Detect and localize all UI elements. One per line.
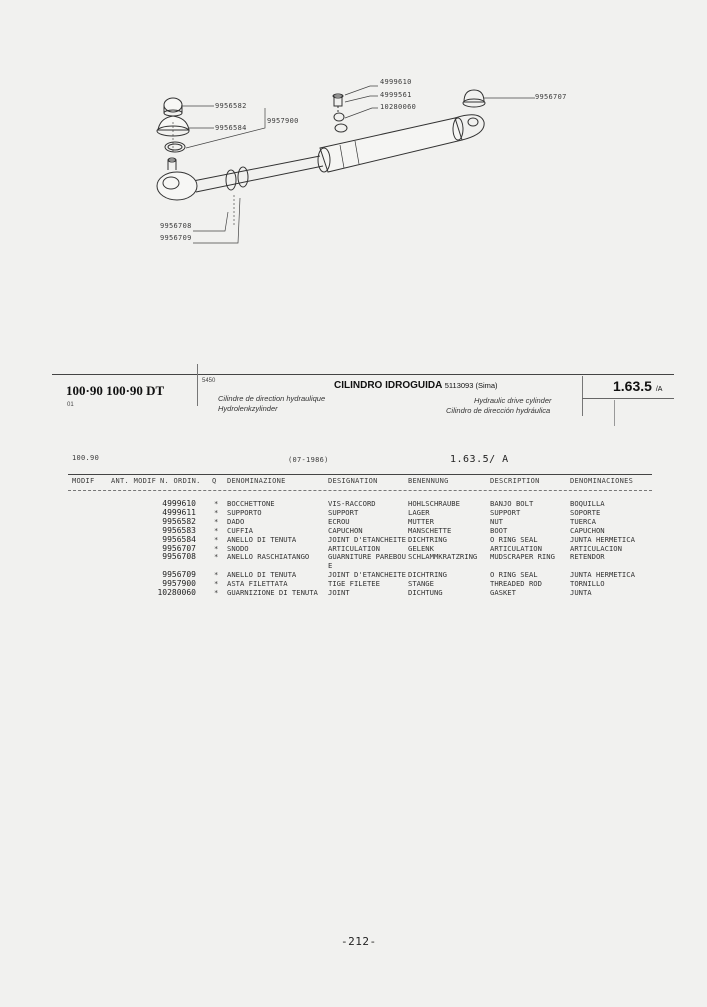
spanish-cell: ARTICULACION bbox=[570, 543, 622, 553]
french-cell: CAPUCHON bbox=[328, 525, 363, 535]
italian-cell: DADO bbox=[227, 516, 245, 526]
col-header-designation: DESIGNATION bbox=[328, 477, 378, 485]
callout-9956708: 9956708 bbox=[160, 222, 192, 230]
french-cell: JOINT bbox=[328, 588, 350, 598]
callout-10280060: 10280060 bbox=[380, 103, 417, 111]
part-number: 9956708 bbox=[162, 552, 196, 562]
models-subtitle: 01 bbox=[67, 402, 74, 408]
french-cell: VIS-RACCORD bbox=[328, 499, 376, 508]
german-cell: STANGE bbox=[408, 579, 434, 589]
section-title-text: CILINDRO IDROGUIDA bbox=[334, 380, 442, 391]
qty-cell: * bbox=[214, 552, 219, 562]
french-cell: ARTICULATION bbox=[328, 543, 380, 553]
french-cell: ECROU bbox=[328, 516, 350, 526]
part-number: 9956707 bbox=[162, 543, 196, 553]
spanish-cell: JUNTA HERMETICA bbox=[570, 570, 635, 580]
part-number: 4999611 bbox=[162, 507, 196, 517]
subtitle-es: Cilindro de dirección hydráulica bbox=[446, 406, 551, 415]
table-header-top-rule bbox=[68, 474, 652, 475]
qty-cell: * bbox=[214, 534, 219, 544]
list-page-ref: 1.63.5/ A bbox=[450, 454, 509, 465]
spanish-cell: CAPUCHON bbox=[570, 525, 605, 535]
part-number: 10280060 bbox=[157, 588, 196, 598]
spanish-cell: JUNTA HERMETICA bbox=[570, 534, 635, 544]
page-code-suffix: /A bbox=[655, 386, 663, 393]
title-block-top-rule bbox=[52, 374, 674, 375]
german-cell: MANSCHETTE bbox=[408, 525, 452, 535]
english-cell: BANJO BOLT bbox=[490, 499, 534, 508]
french-cell: JOINT D'ETANCHEITE bbox=[328, 570, 406, 580]
english-cell: ARTICULATION bbox=[490, 543, 542, 553]
spanish-cell: JUNTA bbox=[570, 588, 592, 598]
group-code: 5450 bbox=[202, 378, 216, 384]
french-cell: GUARNITURE PAREBOU bbox=[328, 552, 406, 562]
table-header-bottom-rule bbox=[68, 490, 652, 491]
qty-cell: * bbox=[214, 579, 219, 589]
qty-cell: * bbox=[214, 507, 219, 517]
section-title bbox=[334, 380, 498, 391]
subtitle-en: Hydraulic drive cylinder bbox=[474, 396, 552, 405]
col-header-denominaciones: DENOMINACIONES bbox=[570, 477, 634, 485]
italian-cell: BOCCHETTONE bbox=[227, 499, 275, 508]
col-header-benennung: BENENNUNG bbox=[408, 477, 449, 485]
column-french bbox=[328, 500, 406, 598]
col-header-n-ordin: N. ORDIN. bbox=[160, 477, 201, 485]
page-number: -212- bbox=[341, 935, 377, 948]
english-cell: O RING SEAL bbox=[490, 570, 538, 580]
english-cell: THREADED ROD bbox=[490, 579, 542, 589]
col-header-ant-modif: ANT. MODIF bbox=[111, 477, 157, 485]
qty-cell: * bbox=[214, 543, 219, 553]
qty-cell: * bbox=[214, 525, 219, 535]
italian-cell: ANELLO RASCHIATANGO bbox=[227, 552, 310, 562]
french-cell: JOINT D'ETANCHEITE bbox=[328, 534, 406, 544]
column-german bbox=[408, 500, 477, 598]
column-qty bbox=[214, 500, 218, 598]
qty-cell: * bbox=[214, 499, 219, 508]
qty-cell: * bbox=[214, 516, 219, 526]
italian-cell: GUARNIZIONE DI TENUTA bbox=[227, 588, 318, 598]
spanish-cell: TORNILLO bbox=[570, 579, 605, 589]
callout-9956709: 9956709 bbox=[160, 234, 192, 242]
callout-4999561: 4999561 bbox=[380, 91, 412, 99]
german-cell: DICHTUNG bbox=[408, 588, 443, 598]
french-cell: TIGE FILETEE bbox=[328, 579, 380, 589]
german-cell: MUTTER bbox=[408, 516, 434, 526]
french-cell: E bbox=[328, 561, 333, 571]
italian-cell: ASTA FILETTATA bbox=[227, 579, 288, 589]
english-cell: O RING SEAL bbox=[490, 534, 538, 544]
spanish-cell: RETENDOR bbox=[570, 552, 605, 562]
german-cell: DICHTRING bbox=[408, 534, 447, 544]
part-number: 9956584 bbox=[162, 534, 196, 544]
cylinder-exploded-diagram bbox=[0, 0, 707, 300]
german-cell: HOHLSCHRAUBE bbox=[408, 499, 460, 508]
part-number: 9957900 bbox=[162, 579, 196, 589]
spanish-cell: BOQUILLA bbox=[570, 499, 605, 508]
italian-cell: CUFFIA bbox=[227, 525, 253, 535]
section-title-ref: 5113093 (Sima) bbox=[444, 381, 498, 390]
callout-9956584: 9956584 bbox=[215, 124, 247, 132]
part-number: 4999610 bbox=[162, 499, 196, 508]
callout-9957900: 9957900 bbox=[267, 117, 299, 125]
spanish-cell: SOPORTE bbox=[570, 507, 601, 517]
models-title: 100·90 100·90 DT bbox=[66, 383, 165, 398]
list-date: (07-1986) bbox=[288, 456, 329, 464]
col-header-qty: Q bbox=[212, 477, 217, 485]
french-cell: SUPPORT bbox=[328, 507, 359, 517]
part-number: 9956582 bbox=[162, 516, 196, 526]
part-number: 9956583 bbox=[162, 525, 196, 535]
page-code bbox=[613, 378, 662, 394]
column-spanish bbox=[570, 500, 635, 598]
part-number: 9956709 bbox=[162, 570, 196, 580]
title-block-divider-right bbox=[582, 376, 583, 416]
callout-9956707: 9956707 bbox=[535, 93, 567, 101]
italian-cell: SNODO bbox=[227, 543, 249, 553]
column-italian bbox=[227, 500, 318, 598]
italian-cell: ANELLO DI TENUTA bbox=[227, 570, 297, 580]
callout-4999610: 4999610 bbox=[380, 78, 412, 86]
italian-cell: SUPPORTO bbox=[227, 507, 262, 517]
subtitle-fr: Cilindre de direction hydraulique bbox=[218, 394, 326, 403]
list-model: 100.90 bbox=[72, 454, 100, 462]
title-block-divider-left bbox=[197, 364, 198, 406]
callout-9956582: 9956582 bbox=[215, 102, 247, 110]
english-cell: MUDSCRAPER RING bbox=[490, 552, 555, 562]
col-header-modif: MODIF bbox=[72, 477, 95, 485]
title-block-divider-right-2 bbox=[614, 400, 615, 426]
italian-cell: ANELLO DI TENUTA bbox=[227, 534, 297, 544]
col-header-denominazione: DENOMINAZIONE bbox=[227, 477, 286, 485]
german-cell: SCHLAMMKRATZRING bbox=[408, 552, 478, 562]
spanish-cell: TUERCA bbox=[570, 516, 596, 526]
column-english bbox=[490, 500, 555, 598]
german-cell: GELENK bbox=[408, 543, 434, 553]
col-header-description: DESCRIPTION bbox=[490, 477, 540, 485]
german-cell: DICHTRING bbox=[408, 570, 447, 580]
english-cell: BOOT bbox=[490, 525, 508, 535]
qty-cell: * bbox=[214, 570, 219, 580]
english-cell: NUT bbox=[490, 516, 503, 526]
english-cell: GASKET bbox=[490, 588, 516, 598]
qty-cell: * bbox=[214, 588, 219, 598]
german-cell: LAGER bbox=[408, 507, 430, 517]
english-cell: SUPPORT bbox=[490, 507, 521, 517]
column-part-numbers bbox=[154, 500, 196, 598]
title-block-code-rule bbox=[582, 398, 674, 399]
page-code-main: 1.63.5 bbox=[613, 378, 652, 394]
subtitle-de: Hydrolenkzylinder bbox=[218, 404, 278, 413]
